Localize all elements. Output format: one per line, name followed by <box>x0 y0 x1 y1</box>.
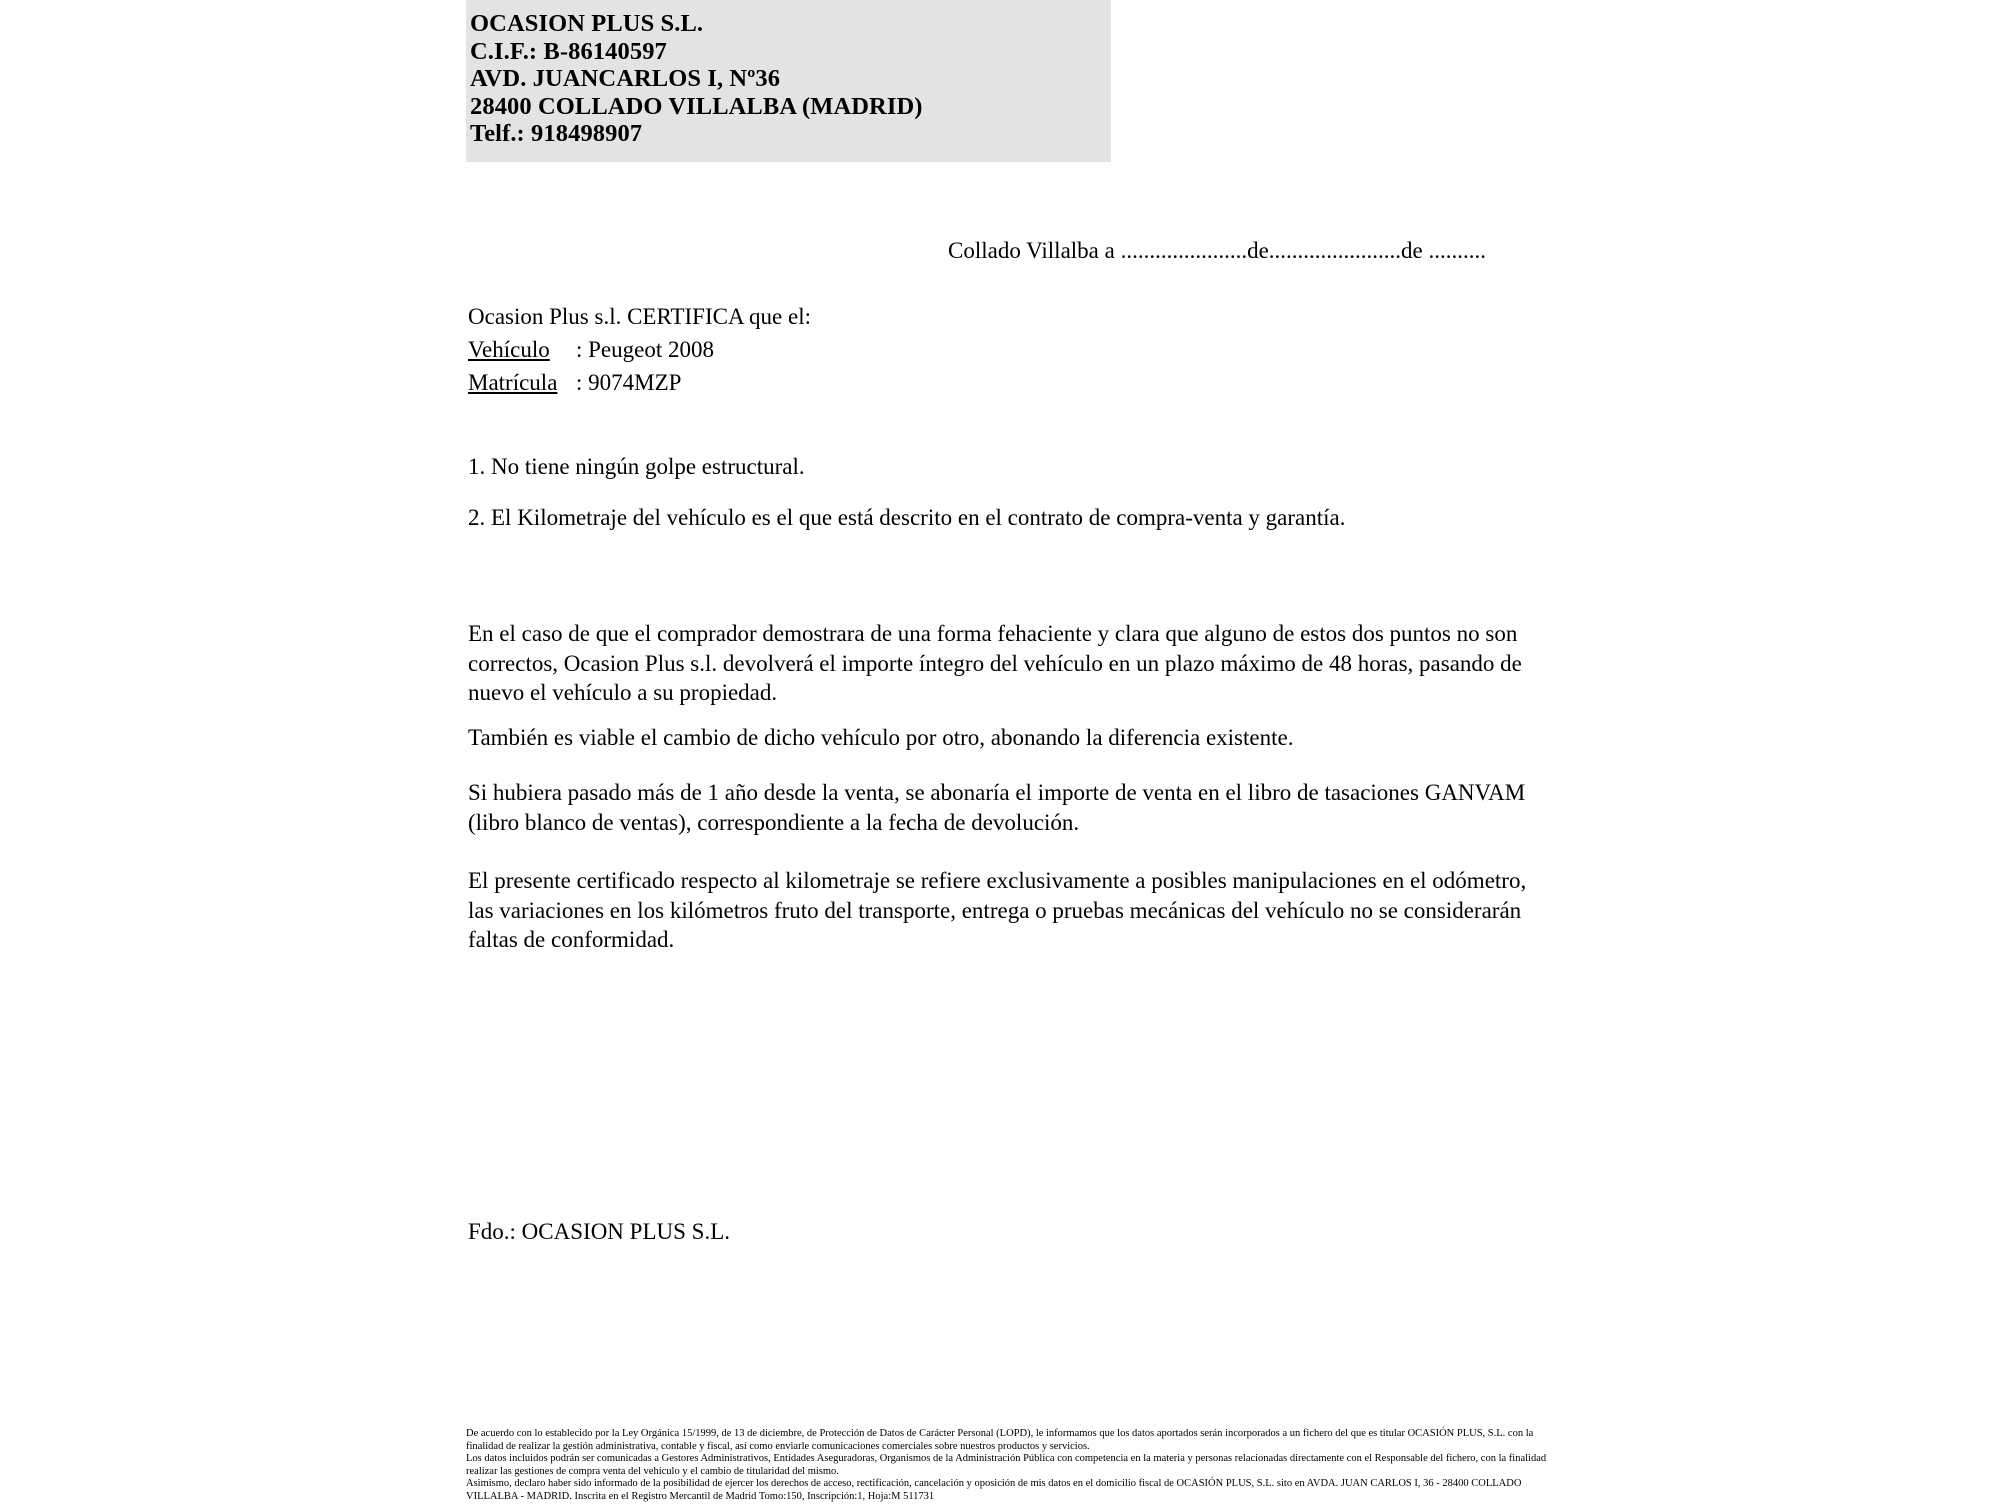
plate-value: : 9074MZP <box>576 370 682 395</box>
certification-block <box>468 300 811 399</box>
point-2: 2. El Kilometraje del vehículo es el que está descrito en el contrato de compra-venta y garantía. <box>468 505 1346 530</box>
paragraph-odometer: El presente certificado respecto al kilometraje se refiere exclusivamente a posibles manipulaciones en el odómetro, las variaciones en los kilómetros fruto del transporte, entrega o pruebas mecánicas del vehículo no se considerarán faltas de conformidad. <box>468 868 1527 952</box>
plate-row <box>468 366 811 399</box>
plate-label: Matrícula <box>468 370 558 395</box>
vehicle-label: Vehículo <box>468 337 550 362</box>
legal-paragraph-1: De acuerdo con lo establecido por la Ley Orgánica 15/1999, de 13 de diciembre, de Protección de Datos de Carácter Personal (LOPD), le informamos que los datos aportados serán incorporados a un fichero del que es titular OCASIÓN PLUS, S.L. con la finalidad de realizar la gestión administrativa, contable y fiscal, así como enviarle comunicaciones comerciales sobre nuestros productos y servicios. <box>466 1428 1534 1452</box>
company-city: 28400 COLLADO VILLALBA (MADRID) <box>470 92 923 120</box>
vehicle-row <box>468 333 811 366</box>
signature-line: Fdo.: OCASION PLUS S.L. <box>468 1219 730 1244</box>
company-name: OCASION PLUS S.L. <box>470 10 704 37</box>
certification-intro: Ocasion Plus s.l. CERTIFICA que el: <box>468 304 811 329</box>
company-address: AVD. JUANCARLOS I, Nº36 <box>470 65 781 92</box>
letterhead-block <box>466 0 1111 162</box>
paragraph-exchange: También es viable el cambio de dicho vehículo por otro, abonando la diferencia existente. <box>468 725 1294 750</box>
paragraph-refund: En el caso de que el comprador demostrara de una forma fehaciente y clara que alguno de estos dos puntos no son correctos, Ocasion Plus s.l. devolverá el importe íntegro del vehículo en un plazo máximo de 48 horas, pasando de nuevo el vehículo a su propiedad. <box>468 621 1522 705</box>
company-cif: C.I.F.: B-86140597 <box>470 37 667 65</box>
dateline: Collado Villalba a ......................de.......................de .......... <box>948 238 1486 263</box>
paragraph-one-year: Si hubiera pasado más de 1 año desde la venta, se abonaría el importe de venta en el libro de tasaciones GANVAM (libro blanco de ventas), correspondiente a la fecha de devolución. <box>468 780 1526 835</box>
company-phone: Telf.: 918498907 <box>470 120 643 147</box>
vehicle-value: : Peugeot 2008 <box>576 337 714 362</box>
point-1: 1. No tiene ningún golpe estructural. <box>468 454 805 479</box>
legal-paragraph-3: Asimismo, declaro haber sido informado de la posibilidad de ejercer los derechos de acceso, rectificación, cancelación y oposición de mis datos en el domicilio fiscal de OCASIÓN PLUS, S.L. sito en AVDA. JUAN CARLOS I, 36 - 28400 COLLADO VILLALBA - MADRID. Inscrita en el Registro Mercantil de Madrid Tomo:150, Inscripción:1, Hoja:M 511731 <box>466 1478 1522 1502</box>
legal-paragraph-2: Los datos incluidos podrán ser comunicadas a Gestores Administrativos, Entidades Aseguradoras, Organismos de la Administración Pública con competencia en la materia y personas relacionadas directamente con el Responsable del fichero, con la finalidad realizar las gestiones de compra venta del vehículo y el cambio de titularidad del mismo. <box>466 1453 1547 1477</box>
legal-footer <box>466 1428 1556 1504</box>
